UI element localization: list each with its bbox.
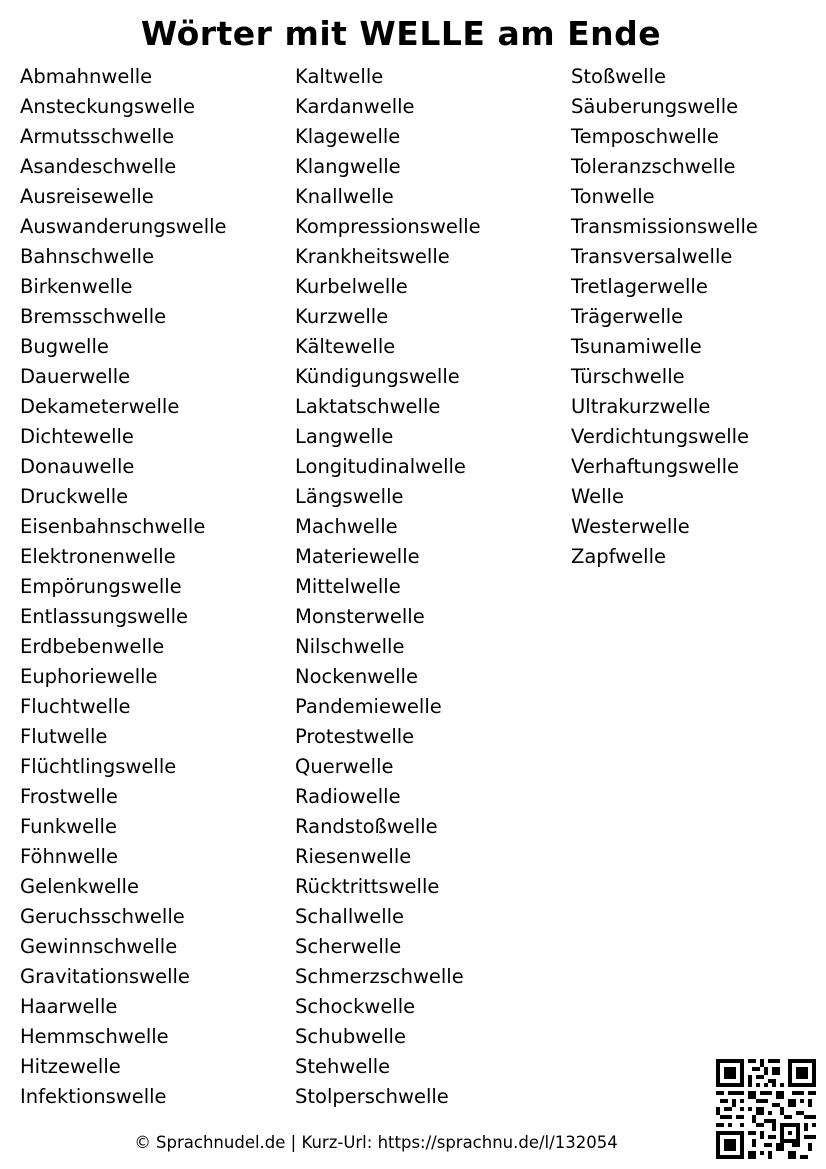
list-item: Verhaftungswelle <box>571 455 740 478</box>
list-item: Longitudinalwelle <box>295 455 466 478</box>
list-item: Bremsschwelle <box>20 305 167 328</box>
list-item: Säuberungswelle <box>571 95 739 118</box>
list-item: Kompressionswelle <box>295 215 481 238</box>
list-item: Bugwelle <box>20 335 109 358</box>
list-item: Kündigungswelle <box>295 365 460 388</box>
list-item: Nockenwelle <box>295 665 418 688</box>
list-item: Randstoßwelle <box>295 815 438 838</box>
list-item: Krankheitswelle <box>295 245 450 268</box>
list-item: Stoßwelle <box>571 65 667 88</box>
list-item: Erdbebenwelle <box>20 635 165 658</box>
list-item: Monsterwelle <box>295 605 425 628</box>
list-item: Flutwelle <box>20 725 108 748</box>
footer-credit: © Sprachnudel.de | Kurz-Url: https://sprachnu.de/l/132054 <box>134 1133 618 1152</box>
list-item: Euphoriewelle <box>20 665 158 688</box>
list-item: Klangwelle <box>295 155 401 178</box>
list-item: Kardanwelle <box>295 95 415 118</box>
list-item: Flüchtlingswelle <box>20 755 177 778</box>
list-item: Kurbelwelle <box>295 275 408 298</box>
list-item: Mittelwelle <box>295 575 401 598</box>
list-item: Schmerzschwelle <box>295 965 464 988</box>
list-item: Gravitationswelle <box>20 965 190 988</box>
list-item: Asandeschwelle <box>20 155 177 178</box>
list-item: Kaltwelle <box>295 65 384 88</box>
list-item: Türschwelle <box>571 365 685 388</box>
list-item: Tonwelle <box>571 185 655 208</box>
list-item: Längswelle <box>295 485 404 508</box>
list-item: Hemmschwelle <box>20 1025 169 1048</box>
list-item: Pandemiewelle <box>295 695 442 718</box>
list-item: Kältewelle <box>295 335 396 358</box>
list-item: Transversalwelle <box>571 245 733 268</box>
list-item: Elektronenwelle <box>20 545 176 568</box>
list-item: Ausreisewelle <box>20 185 154 208</box>
list-item: Kurzwelle <box>295 305 389 328</box>
list-item: Funkwelle <box>20 815 117 838</box>
list-item: Armutsschwelle <box>20 125 175 148</box>
list-item: Föhnwelle <box>20 845 118 868</box>
word-column-1 <box>20 62 227 1112</box>
list-item: Knallwelle <box>295 185 394 208</box>
list-item: Westerwelle <box>571 515 690 538</box>
list-item: Protestwelle <box>295 725 415 748</box>
list-item: Dichtewelle <box>20 425 134 448</box>
list-item: Auswanderungswelle <box>20 215 227 238</box>
list-item: Rücktrittswelle <box>295 875 440 898</box>
list-item: Gelenkwelle <box>20 875 139 898</box>
list-item: Schockwelle <box>295 995 416 1018</box>
list-item: Welle <box>571 485 624 508</box>
list-item: Entlassungswelle <box>20 605 189 628</box>
list-item: Haarwelle <box>20 995 118 1018</box>
list-item: Nilschwelle <box>295 635 405 658</box>
list-item: Laktatschwelle <box>295 395 441 418</box>
list-item: Verdichtungswelle <box>571 425 750 448</box>
list-item: Schubwelle <box>295 1025 406 1048</box>
list-item: Empörungswelle <box>20 575 182 598</box>
word-column-2 <box>295 62 481 1112</box>
page-title: Wörter mit WELLE am Ende <box>140 14 662 53</box>
list-item: Transmissionswelle <box>571 215 758 238</box>
list-item: Dekameterwelle <box>20 395 180 418</box>
list-item: Trägerwelle <box>571 305 684 328</box>
list-item: Schallwelle <box>295 905 405 928</box>
list-item: Druckwelle <box>20 485 129 508</box>
word-column-3 <box>571 62 758 572</box>
list-item: Stehwelle <box>295 1055 391 1078</box>
list-item: Geruchsschwelle <box>20 905 185 928</box>
list-item: Dauerwelle <box>20 365 131 388</box>
list-item: Gewinnschwelle <box>20 935 178 958</box>
list-item: Frostwelle <box>20 785 118 808</box>
list-item: Infektionswelle <box>20 1085 167 1108</box>
list-item: Riesenwelle <box>295 845 412 868</box>
list-item: Ultrakurzwelle <box>571 395 711 418</box>
list-item: Machwelle <box>295 515 398 538</box>
list-item: Tsunamiwelle <box>571 335 702 358</box>
list-item: Tretlagerwelle <box>571 275 708 298</box>
list-item: Fluchtwelle <box>20 695 131 718</box>
list-item: Ansteckungswelle <box>20 95 195 118</box>
list-item: Eisenbahnschwelle <box>20 515 206 538</box>
list-item: Radiowelle <box>295 785 401 808</box>
list-item: Hitzewelle <box>20 1055 121 1078</box>
list-item: Langwelle <box>295 425 394 448</box>
list-item: Toleranzschwelle <box>571 155 736 178</box>
list-item: Querwelle <box>295 755 394 778</box>
list-item: Donauwelle <box>20 455 135 478</box>
list-item: Materiewelle <box>295 545 420 568</box>
list-item: Scherwelle <box>295 935 402 958</box>
list-item: Klagewelle <box>295 125 401 148</box>
list-item: Abmahnwelle <box>20 65 153 88</box>
list-item: Zapfwelle <box>571 545 666 568</box>
list-item: Temposchwelle <box>571 125 719 148</box>
list-item: Stolperschwelle <box>295 1085 449 1108</box>
qr-code-icon <box>716 1059 816 1159</box>
list-item: Bahnschwelle <box>20 245 155 268</box>
list-item: Birkenwelle <box>20 275 133 298</box>
